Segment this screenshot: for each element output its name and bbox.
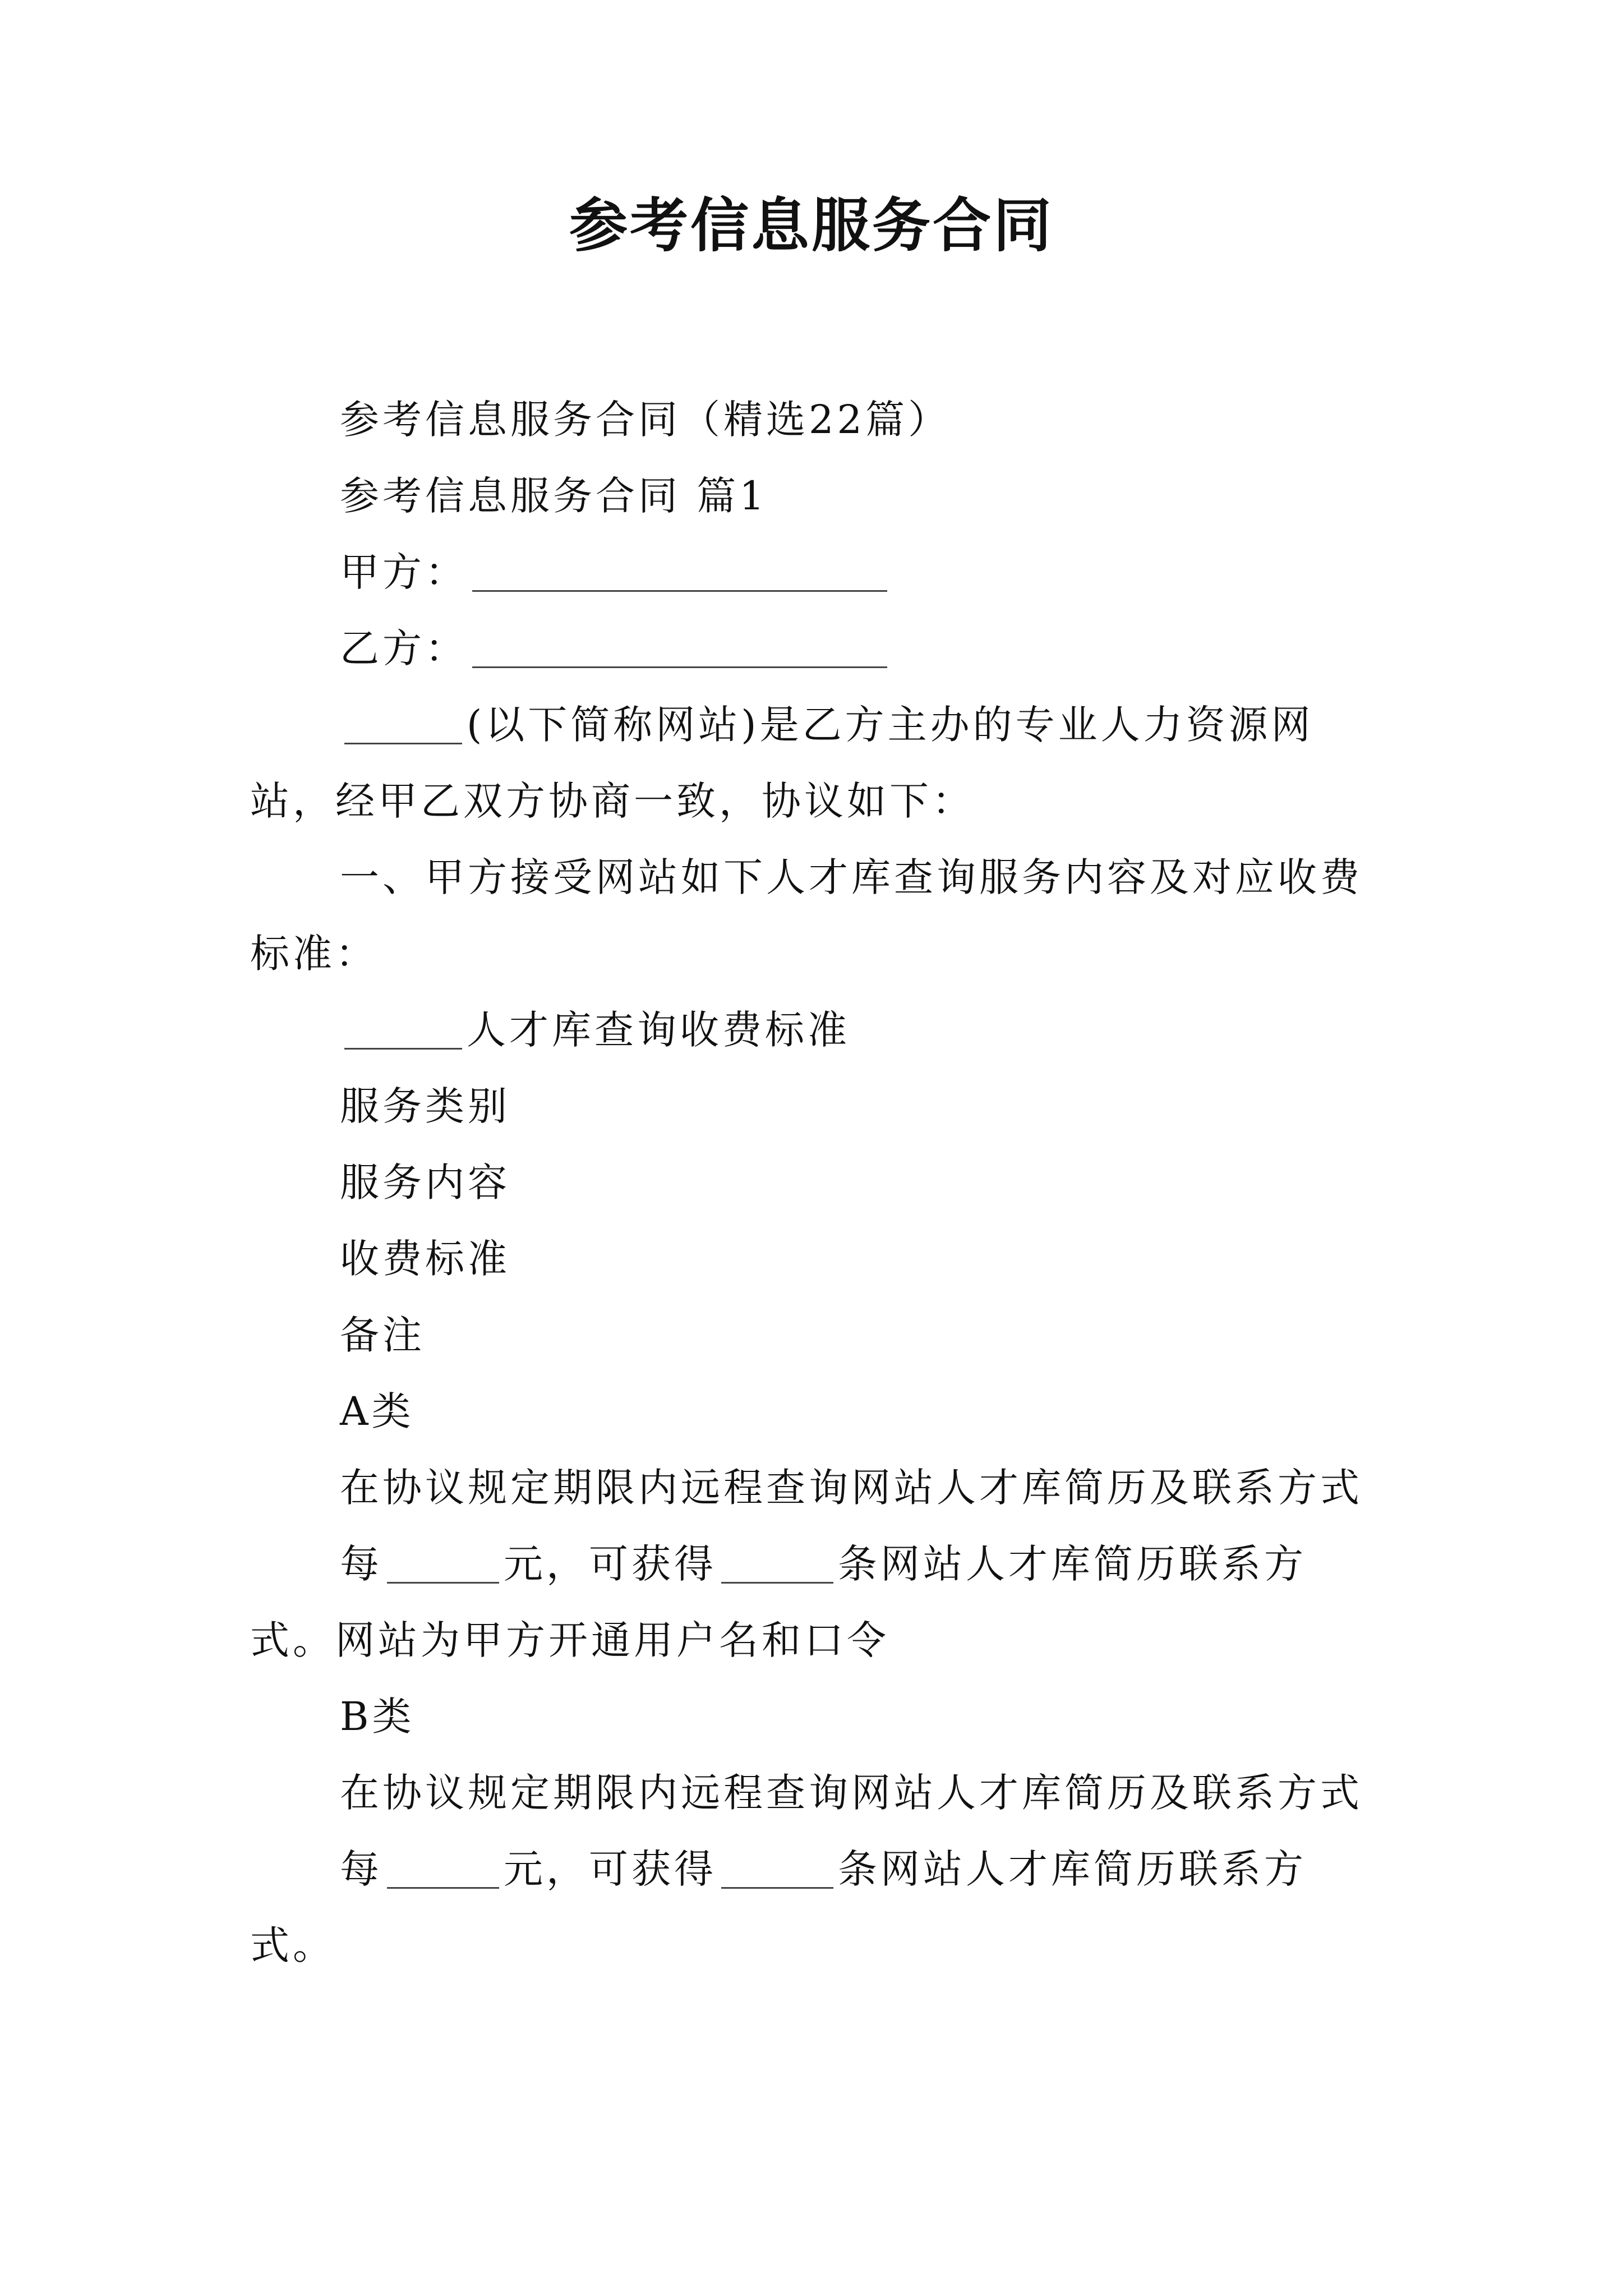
table-title: 人才库查询收费标准 [467, 1007, 850, 1053]
document-body [250, 381, 1389, 1984]
b-class-label: B类 [340, 1694, 415, 1740]
a-class-price-blank [387, 1543, 499, 1584]
party-a-line [250, 534, 1389, 610]
b-class-fee-suffix: 条网站人才库简历联系方式。 [250, 1846, 1307, 1968]
document-title: 参考信息服务合同 [569, 191, 1054, 260]
subtitle: 参考信息服务合同（精选22篇） [340, 397, 951, 443]
clause-1: 一、甲方接受网站如下人才库查询服务内容及对应收费标准： [250, 854, 1363, 977]
b-class-content: 在协议规定期限内远程查询网站人才库简历及联系方式 [340, 1770, 1363, 1816]
a-class-count-blank [721, 1543, 833, 1584]
party-b-line [250, 610, 1389, 687]
a-class-label: A类 [340, 1388, 414, 1434]
a-class-fee-suffix: 条网站人才库简历联系方式。 [250, 1541, 1307, 1663]
col-fee-standard: 收费标准 [340, 1236, 510, 1282]
a-class-content: 在协议规定期限内远程查询网站人才库简历及联系方式 [340, 1465, 1363, 1511]
b-class-fee-prefix: 每 [340, 1846, 382, 1892]
party-a-blank [472, 551, 887, 592]
col-remarks: 备注 [340, 1312, 425, 1358]
party-b-label: 乙方： [340, 625, 468, 671]
intro-paragraph [250, 687, 1389, 839]
b-class-count-blank [721, 1848, 833, 1889]
col-service-type: 服务类别 [340, 1083, 510, 1129]
intro-text: (以下简称网站)是乙方主办的专业人力资源网站，经甲乙双方协商一致，协议如下： [250, 702, 1314, 824]
b-class-fee-middle: 元，可获得 [504, 1846, 717, 1892]
b-class-fee [250, 1831, 1389, 1984]
b-class-price-blank [387, 1848, 499, 1889]
a-class-fee-prefix: 每 [340, 1541, 382, 1587]
table-title-blank [344, 1009, 462, 1050]
section-heading: 参考信息服务合同 篇1 [340, 473, 768, 519]
a-class-fee-middle: 元，可获得 [504, 1541, 717, 1587]
a-class-fee [250, 1526, 1389, 1678]
website-name-blank [344, 703, 462, 744]
col-service-content: 服务内容 [340, 1159, 510, 1205]
party-a-label: 甲方： [340, 549, 468, 595]
table-title-line [250, 992, 1389, 1068]
a-class-remark: 网站为甲方开通用户名和口令 [335, 1617, 889, 1663]
party-b-blank [472, 627, 887, 668]
